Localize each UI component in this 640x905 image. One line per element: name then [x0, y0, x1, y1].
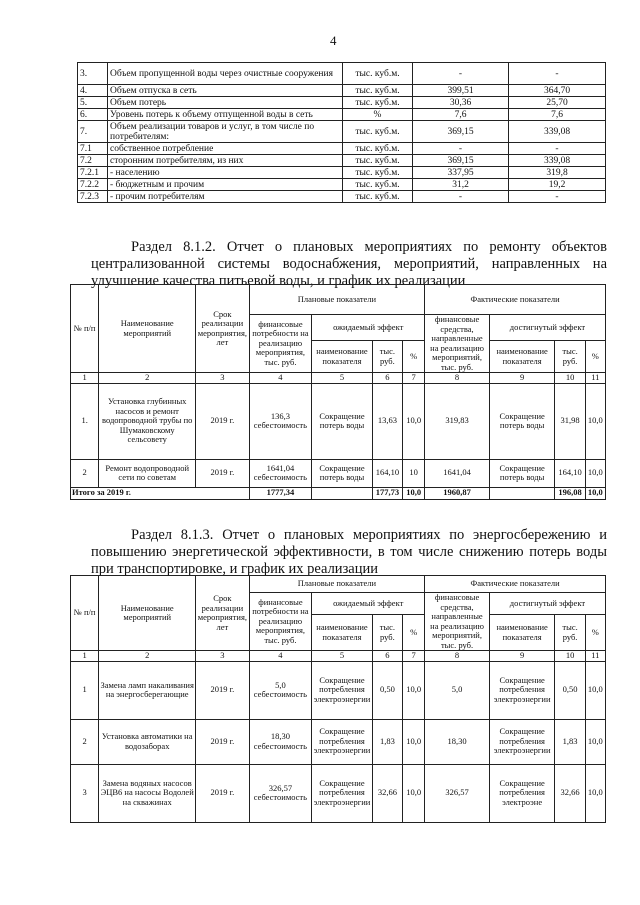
value-plan: -	[413, 191, 509, 203]
actual-effect: Сокращение потерь воды	[489, 383, 555, 459]
value-fact: -	[509, 63, 606, 85]
hdr-pct-actual: %	[585, 341, 605, 373]
indicator-name: собственное потребление	[108, 143, 343, 155]
column-number: 6	[372, 373, 402, 384]
indicator-name: Объем реализации товаров и услуг, в том числе по потребителям:	[108, 121, 343, 143]
planned-rub: 164,10	[372, 459, 402, 487]
actual-rub: 0,50	[555, 661, 585, 719]
hdr-actual: Фактические показатели	[425, 576, 606, 593]
actual-effect: Сокращение потребления электроэне	[489, 764, 555, 822]
unit: тыс. куб.м.	[343, 191, 413, 203]
actual-pct: 10,0	[585, 764, 605, 822]
indicator-name: - населению	[108, 167, 343, 179]
table-row	[78, 109, 606, 121]
column-number: 3	[196, 651, 249, 662]
value-plan: 337,95	[413, 167, 509, 179]
hdr-term: Срок реализации мероприятия, лет	[196, 285, 249, 373]
hdr-ind-name-actual: наименование показателя	[489, 341, 555, 373]
hdr-rub-actual: тыс. руб.	[555, 341, 585, 373]
hdr-ind-name: наименование показателя	[312, 615, 373, 651]
column-number: 7	[403, 373, 425, 384]
term: 2019 г.	[196, 764, 249, 822]
unit: тыс. куб.м.	[343, 167, 413, 179]
row-number: 7.2.2	[78, 179, 108, 191]
planned-pct: 10,0	[403, 383, 425, 459]
indicator-name: - прочим потребителям	[108, 191, 343, 203]
row-number: 7.	[78, 121, 108, 143]
value-fact: -	[509, 191, 606, 203]
column-numbers-row	[71, 373, 606, 384]
empty-cell	[489, 487, 555, 499]
value-fact: 364,70	[509, 85, 606, 97]
indicator-name: Объем потерь	[108, 97, 343, 109]
actual-rub: 32,66	[555, 764, 585, 822]
planned-rub: 32,66	[372, 764, 402, 822]
row-number: 2	[71, 459, 99, 487]
value-plan: -	[413, 143, 509, 155]
measure-name: Установка автоматики на водозаборах	[99, 719, 196, 764]
column-number: 11	[585, 373, 605, 384]
section-8-1-2-title	[91, 239, 607, 290]
actual-rub: 164,10	[555, 459, 585, 487]
table-row	[78, 155, 606, 167]
total-actual-rub: 196,08	[555, 487, 585, 499]
indicator-name: Уровень потерь к объему отпущенной воды в сеть	[108, 109, 343, 121]
value-fact: 25,70	[509, 97, 606, 109]
value-plan: 369,15	[413, 121, 509, 143]
column-numbers-row	[71, 651, 606, 662]
column-number: 1	[71, 651, 99, 662]
table-row	[71, 719, 606, 764]
table-row	[78, 85, 606, 97]
row-number: 7.2	[78, 155, 108, 167]
measure-name: Установка глубинных насосов и ремонт водопроводной трубы по Шумаковскому сельсовету	[99, 383, 196, 459]
row-number: 7.1	[78, 143, 108, 155]
column-number: 7	[403, 651, 425, 662]
planned-effect: Сокращение потребления электроэнергии	[312, 661, 373, 719]
total-planned-rub: 177,73	[372, 487, 402, 499]
actual-pct: 10,0	[585, 661, 605, 719]
row-number: 7.2.3	[78, 191, 108, 203]
hdr-fin-actual: финансовые средства, направленные на реализацию мероприятий, тыс. руб.	[425, 593, 490, 651]
table-row	[71, 661, 606, 719]
value-fact: 339,08	[509, 155, 606, 167]
planned-effect: Сокращение потерь воды	[312, 459, 373, 487]
term: 2019 г.	[196, 719, 249, 764]
indicator-name: Объем отпуска в сеть	[108, 85, 343, 97]
value-plan: 30,36	[413, 97, 509, 109]
total-planned-pct: 10,0	[403, 487, 425, 499]
total-actual-finance: 1960,87	[425, 487, 490, 499]
hdr-ind-name: наименование показателя	[312, 341, 373, 373]
table-row	[78, 143, 606, 155]
value-fact: 339,08	[509, 121, 606, 143]
row-number: 1	[71, 661, 99, 719]
table-row	[78, 191, 606, 203]
planned-finance: 136,3 себестоимость	[249, 383, 312, 459]
actual-finance: 319,83	[425, 383, 490, 459]
repair-measures-table	[70, 284, 606, 500]
planned-effect: Сокращение потребления электроэнергии	[312, 719, 373, 764]
hdr-no: № п/п	[71, 285, 99, 373]
row-number: 7.2.1	[78, 167, 108, 179]
section-8-1-3-title	[91, 527, 607, 578]
table-row	[71, 459, 606, 487]
hdr-pct: %	[403, 615, 425, 651]
table-row	[78, 179, 606, 191]
column-number: 2	[99, 373, 196, 384]
column-number: 6	[372, 651, 402, 662]
energy-saving-table	[70, 575, 606, 823]
planned-rub: 1,83	[372, 719, 402, 764]
actual-pct: 10,0	[585, 383, 605, 459]
column-number: 9	[489, 651, 555, 662]
indicator-name: Объем пропущенной воды через очистные сооружения	[108, 63, 343, 85]
indicators-table	[77, 62, 606, 203]
table-row	[78, 121, 606, 143]
planned-finance: 326,57 себестоимость	[249, 764, 312, 822]
value-fact: 7,6	[509, 109, 606, 121]
table-row	[78, 167, 606, 179]
hdr-fin: финансовые потребности на реализацию мероприятия, тыс. руб.	[249, 593, 312, 651]
hdr-pct: %	[403, 341, 425, 373]
column-number: 4	[249, 651, 312, 662]
row-number: 3.	[78, 63, 108, 85]
value-fact: 319,8	[509, 167, 606, 179]
planned-pct: 10,0	[403, 661, 425, 719]
column-number: 3	[196, 373, 249, 384]
hdr-actual: Фактические показатели	[425, 285, 606, 315]
actual-rub: 1,83	[555, 719, 585, 764]
actual-effect: Сокращение потребления электроэнергии	[489, 661, 555, 719]
actual-finance: 1641,04	[425, 459, 490, 487]
actual-finance: 18,30	[425, 719, 490, 764]
unit: тыс. куб.м.	[343, 85, 413, 97]
hdr-rub: тыс. руб.	[372, 615, 402, 651]
term: 2019 г.	[196, 661, 249, 719]
hdr-planned: Плановые показатели	[249, 285, 425, 315]
indicator-name: - бюджетным и прочим	[108, 179, 343, 191]
actual-pct: 10,0	[585, 719, 605, 764]
hdr-rub-actual: тыс. руб.	[555, 615, 585, 651]
planned-finance: 18,30 себестоимость	[249, 719, 312, 764]
hdr-expected: ожидаемый эффект	[312, 593, 425, 615]
column-number: 9	[489, 373, 555, 384]
measure-name: Замена ламп накаливания на энергосберегающие	[99, 661, 196, 719]
row-number: 6.	[78, 109, 108, 121]
unit: тыс. куб.м.	[343, 63, 413, 85]
unit: тыс. куб.м.	[343, 97, 413, 109]
section-title-text: Раздел 8.1.3. Отчет о плановых мероприятиях по энергосбережению и повышению энергетической эффективности, в том числе снижению потерь воды при транспортировке, и график их реализации	[91, 527, 607, 577]
measure-name: Ремонт водопроводной сети по советам	[99, 459, 196, 487]
table-row	[71, 764, 606, 822]
actual-finance: 5,0	[425, 661, 490, 719]
hdr-ind-name-actual: наименование показателя	[489, 615, 555, 651]
value-plan: 7,6	[413, 109, 509, 121]
table-row	[78, 97, 606, 109]
column-number: 10	[555, 373, 585, 384]
table-row	[71, 383, 606, 459]
value-plan: 399,51	[413, 85, 509, 97]
column-number: 11	[585, 651, 605, 662]
planned-pct: 10	[403, 459, 425, 487]
table-row	[78, 63, 606, 85]
hdr-term: Срок реализации мероприятия, лет	[196, 576, 249, 651]
value-fact: 19,2	[509, 179, 606, 191]
hdr-no: № п/п	[71, 576, 99, 651]
empty-cell	[312, 487, 373, 499]
hdr-achieved: достигнутый эффект	[489, 593, 605, 615]
row-number: 1.	[71, 383, 99, 459]
total-row	[71, 487, 606, 499]
planned-rub: 13,63	[372, 383, 402, 459]
value-plan: 369,15	[413, 155, 509, 167]
column-number: 5	[312, 373, 373, 384]
hdr-expected: ожидаемый эффект	[312, 315, 425, 341]
hdr-planned: Плановые показатели	[249, 576, 425, 593]
hdr-fin-actual: финансовые средства, направленные на реализацию мероприятий, тыс. руб.	[425, 315, 490, 373]
actual-pct: 10,0	[585, 459, 605, 487]
column-number: 4	[249, 373, 312, 384]
row-number: 5.	[78, 97, 108, 109]
actual-effect: Сокращение потребления электроэнергии	[489, 719, 555, 764]
term: 2019 г.	[196, 383, 249, 459]
column-number: 8	[425, 651, 490, 662]
actual-rub: 31,98	[555, 383, 585, 459]
term: 2019 г.	[196, 459, 249, 487]
planned-rub: 0,50	[372, 661, 402, 719]
column-number: 5	[312, 651, 373, 662]
value-fact: -	[509, 143, 606, 155]
value-plan: 31,2	[413, 179, 509, 191]
column-number: 2	[99, 651, 196, 662]
row-number: 4.	[78, 85, 108, 97]
section-title-text: Раздел 8.1.2. Отчет о плановых мероприятиях по ремонту объектов централизованной системы водоснабжения, мероприятий, направленных на улучшение качества питьевой воды, и график их реализации	[91, 239, 607, 289]
column-number: 1	[71, 373, 99, 384]
unit: тыс. куб.м.	[343, 143, 413, 155]
total-actual-pct: 10,0	[585, 487, 605, 499]
indicator-name: сторонним потребителям, из них	[108, 155, 343, 167]
actual-effect: Сокращение потерь воды	[489, 459, 555, 487]
unit: тыс. куб.м.	[343, 155, 413, 167]
planned-effect: Сокращение потребления электроэнергии	[312, 764, 373, 822]
page-number: 4	[330, 33, 337, 48]
row-number: 2	[71, 719, 99, 764]
unit: %	[343, 109, 413, 121]
hdr-name: Наименование мероприятий	[99, 285, 196, 373]
column-number: 8	[425, 373, 490, 384]
value-plan: -	[413, 63, 509, 85]
hdr-name: Наименование мероприятий	[99, 576, 196, 651]
column-number: 10	[555, 651, 585, 662]
planned-finance: 1641,04 себестоимость	[249, 459, 312, 487]
unit: тыс. куб.м.	[343, 179, 413, 191]
planned-finance: 5,0 себестоимость	[249, 661, 312, 719]
actual-finance: 326,57	[425, 764, 490, 822]
hdr-rub: тыс. руб.	[372, 341, 402, 373]
hdr-pct-actual: %	[585, 615, 605, 651]
hdr-fin: финансовые потребности на реализацию мероприятия, тыс. руб.	[249, 315, 312, 373]
unit: тыс. куб.м.	[343, 121, 413, 143]
row-number: 3	[71, 764, 99, 822]
planned-effect: Сокращение потерь воды	[312, 383, 373, 459]
hdr-achieved: достигнутый эффект	[489, 315, 605, 341]
measure-name: Замена водяных насосов ЭЦВ6 на насосы Водолей на скважинах	[99, 764, 196, 822]
total-label: Итого за 2019 г.	[71, 487, 250, 499]
planned-pct: 10,0	[403, 764, 425, 822]
total-planned-finance: 1777,34	[249, 487, 312, 499]
planned-pct: 10,0	[403, 719, 425, 764]
